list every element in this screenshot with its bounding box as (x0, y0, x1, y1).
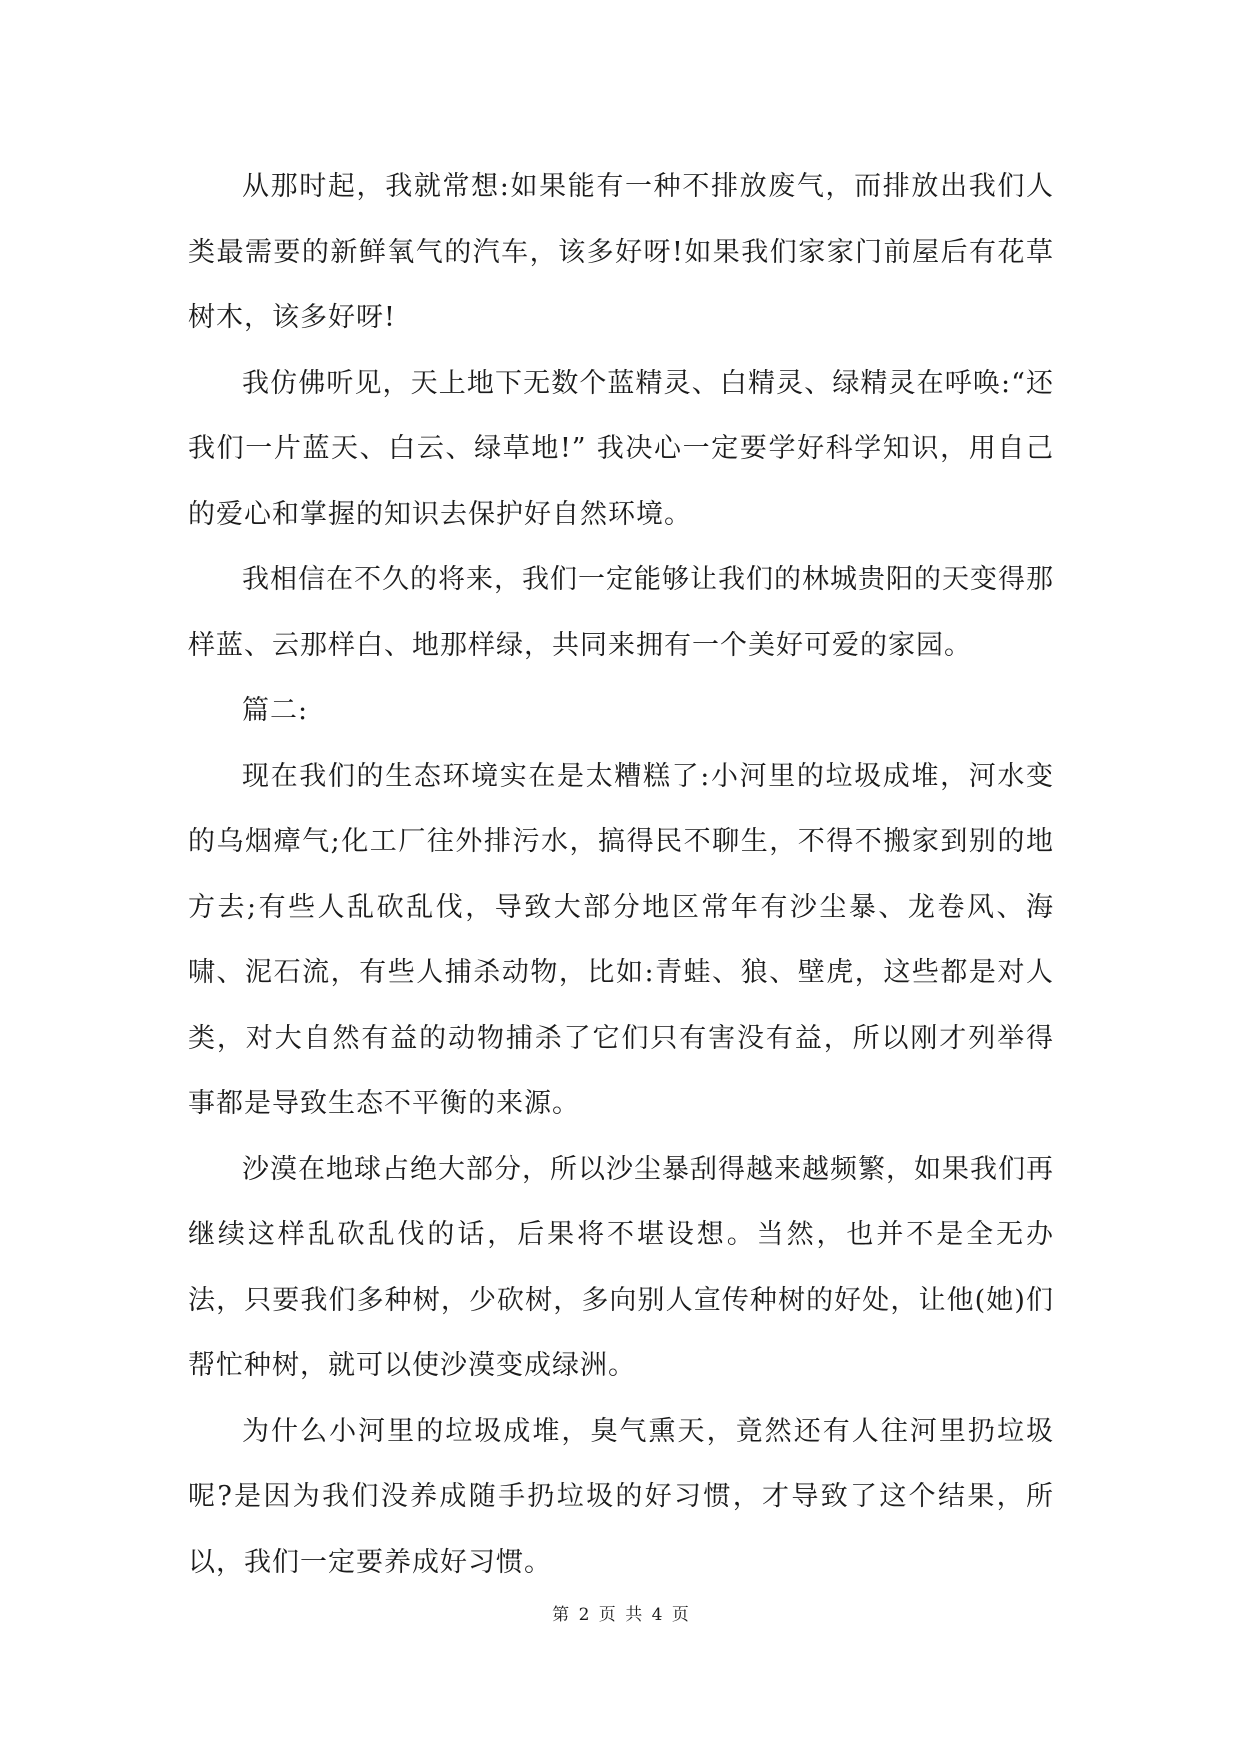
paragraph-6: 为什么小河里的垃圾成堆，臭气熏天，竟然还有人往河里扔垃圾呢?是因为我们没养成随手扔垃圾的好习惯，才导致了这个结果，所以，我们一定要养成好习惯。 (188, 1415, 1054, 1578)
paragraph-3: 我相信在不久的将来，我们一定能够让我们的林城贵阳的天变得那样蓝、云那样白、地那样绿，共同来拥有一个美好可爱的家园。 (188, 564, 1054, 661)
section-heading: 篇二: (242, 695, 309, 726)
paragraph-5: 沙漠在地球占绝大部分，所以沙尘暴刮得越来越频繁，如果我们再继续这样乱砍乱伐的话，后果将不堪设想。当然，也并不是全无办法，只要我们多种树，少砍树，多向别人宣传种树的好处，让他(她)们帮忙种树，就可以使沙漠变成绿洲。 (188, 1153, 1054, 1381)
paragraph-2: 我仿佛听见，天上地下无数个蓝精灵、白精灵、绿精灵在呼唤:“还我们一片蓝天、白云、绿草地!” 我决心一定要学好科学知识，用自己的爱心和掌握的知识去保护好自然环境。 (188, 367, 1054, 530)
paragraph-1: 从那时起，我就常想:如果能有一种不排放废气，而排放出我们人类最需要的新鲜氧气的汽车，该多好呀!如果我们家家门前屋后有花草树木，该多好呀! (188, 171, 1054, 333)
document-body (188, 154, 1054, 1595)
page-number-footer: 第 2 页 共 4 页 (552, 1605, 689, 1625)
paragraph-4: 现在我们的生态环境实在是太糟糕了:小河里的垃圾成堆，河水变的乌烟瘴气;化工厂往外排污水，搞得民不聊生，不得不搬家到别的地方去;有些人乱砍乱伐，导致大部分地区常年有沙尘暴、龙卷风、海啸、泥石流，有些人捕杀动物，比如:青蛙、狼、壁虎，这些都是对人类，对大自然有益的动物捕杀了它们只有害没有益，所以刚才列举得事都是导致生态不平衡的来源。 (188, 760, 1054, 1119)
